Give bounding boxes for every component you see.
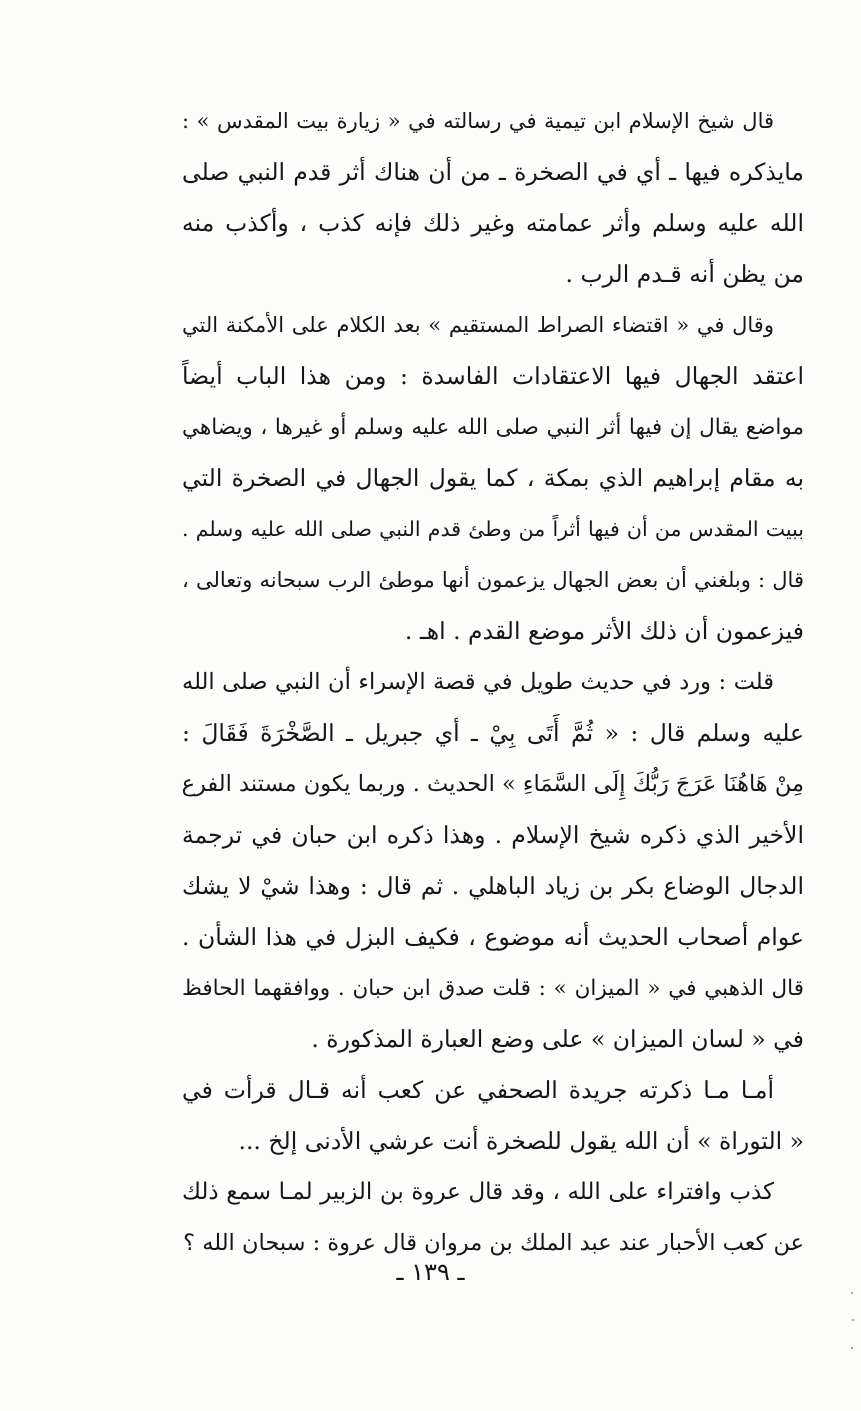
text-line: كذب وافتراء على الله ، وقد قال عروة بن الزبير لمـا سمع ذلك (182, 1179, 774, 1205)
text-line: من يظن أنه قـدم الرب . (565, 260, 804, 288)
text-line: قال : وبلغني أن بعض الجهال يزعمون أنها موطئ الرب سبحانه وتعالى ، (182, 568, 804, 592)
text-line: « التوراة » أن الله يقول للصخرة أنت عرشي الأدنى إلخ ... (238, 1127, 804, 1155)
text-line: الأخير الذي ذكره شيخ الإسلام . وهذا ذكره ابن حبان في ترجمة (182, 821, 804, 849)
paragraph (182, 1065, 804, 1167)
text-line: أمـا مـا ذكرته جريدة الصحفي عن كعب أنه قـال قرأت في (182, 1076, 774, 1104)
paragraph (182, 657, 804, 1065)
scan-speck (851, 1292, 853, 1294)
text-line: اعتقد الجهال فيها الاعتقادات الفاسدة : ومن هذا الباب أيضاً (182, 362, 804, 390)
text-line: عن كعب الأحبار عند عبد الملك بن مروان قال عروة : سبحان الله ؟ (183, 1230, 804, 1256)
text-line: مواضع يقال إن فيها أثر النبي صلى الله عليه وسلم أو غيرها ، ويضاهي (182, 415, 804, 440)
body-text (182, 96, 804, 1269)
text-line: قال شيخ الإسلام ابن تيمية في رسالته في « زيارة بيت المقدس » : (182, 109, 774, 133)
text-line: الدجال الوضاع بكر بن زياد الباهلي . ثم قال : وهذا شيْ لا يشك (182, 872, 804, 900)
page-number: ـ ١٣٩ ـ (396, 1258, 465, 1286)
text-line: فيزعمون أن ذلك الأثر موضع القدم . اهـ . (404, 617, 804, 645)
scan-speck (852, 1319, 854, 1321)
text-line: قال الذهبي في « الميزان » : قلت صدق ابن حبان . ووافقهما الحافظ (182, 976, 804, 1001)
text-line: مايذكره فيها ـ أي في الصخرة ـ من أن هناك أثر قدم النبي صلى (182, 158, 804, 186)
text-line: قلت : ورد في حديث طويل في قصة الإسراء أن النبي صلى الله (182, 669, 774, 695)
scan-speck (851, 1347, 853, 1349)
text-line: الله عليه وسلم وأثر عمامته وغير ذلك فإنه كذب ، وأكذب منه (182, 209, 804, 237)
text-line: به مقام إبراهيم الذي بمكة ، كما يقول الجهال في الصخرة التي (182, 464, 804, 492)
paragraph (182, 1167, 804, 1269)
paragraph (182, 96, 804, 300)
text-line: ببيت المقدس من أن فيها أثراً من وطئ قدم النبي صلى الله عليه وسلم . (182, 517, 804, 541)
paragraph (182, 300, 804, 657)
text-line: مِنْ هَاهُنَا عَرَجَ رَبُّكَ إِلَى السَّمَاءِ » الحديث . وربما يكون مستند الفرع (182, 771, 804, 797)
text-line: وقال في « اقتضاء الصراط المستقيم » بعد الكلام على الأمكنة التي (182, 313, 774, 337)
text-line: في « لسان الميزان » على وضع العبارة المذكورة . (311, 1025, 804, 1053)
text-line: عليه وسلم قال : « ثُمَّ أَتَى بِيْ ـ أي جبريل ـ الصَّخْرَةَ فَقَالَ : (182, 719, 804, 747)
text-line: عوام أصحاب الحديث أنه موضوع ، فكيف البزل في هذا الشأن . (182, 923, 804, 951)
